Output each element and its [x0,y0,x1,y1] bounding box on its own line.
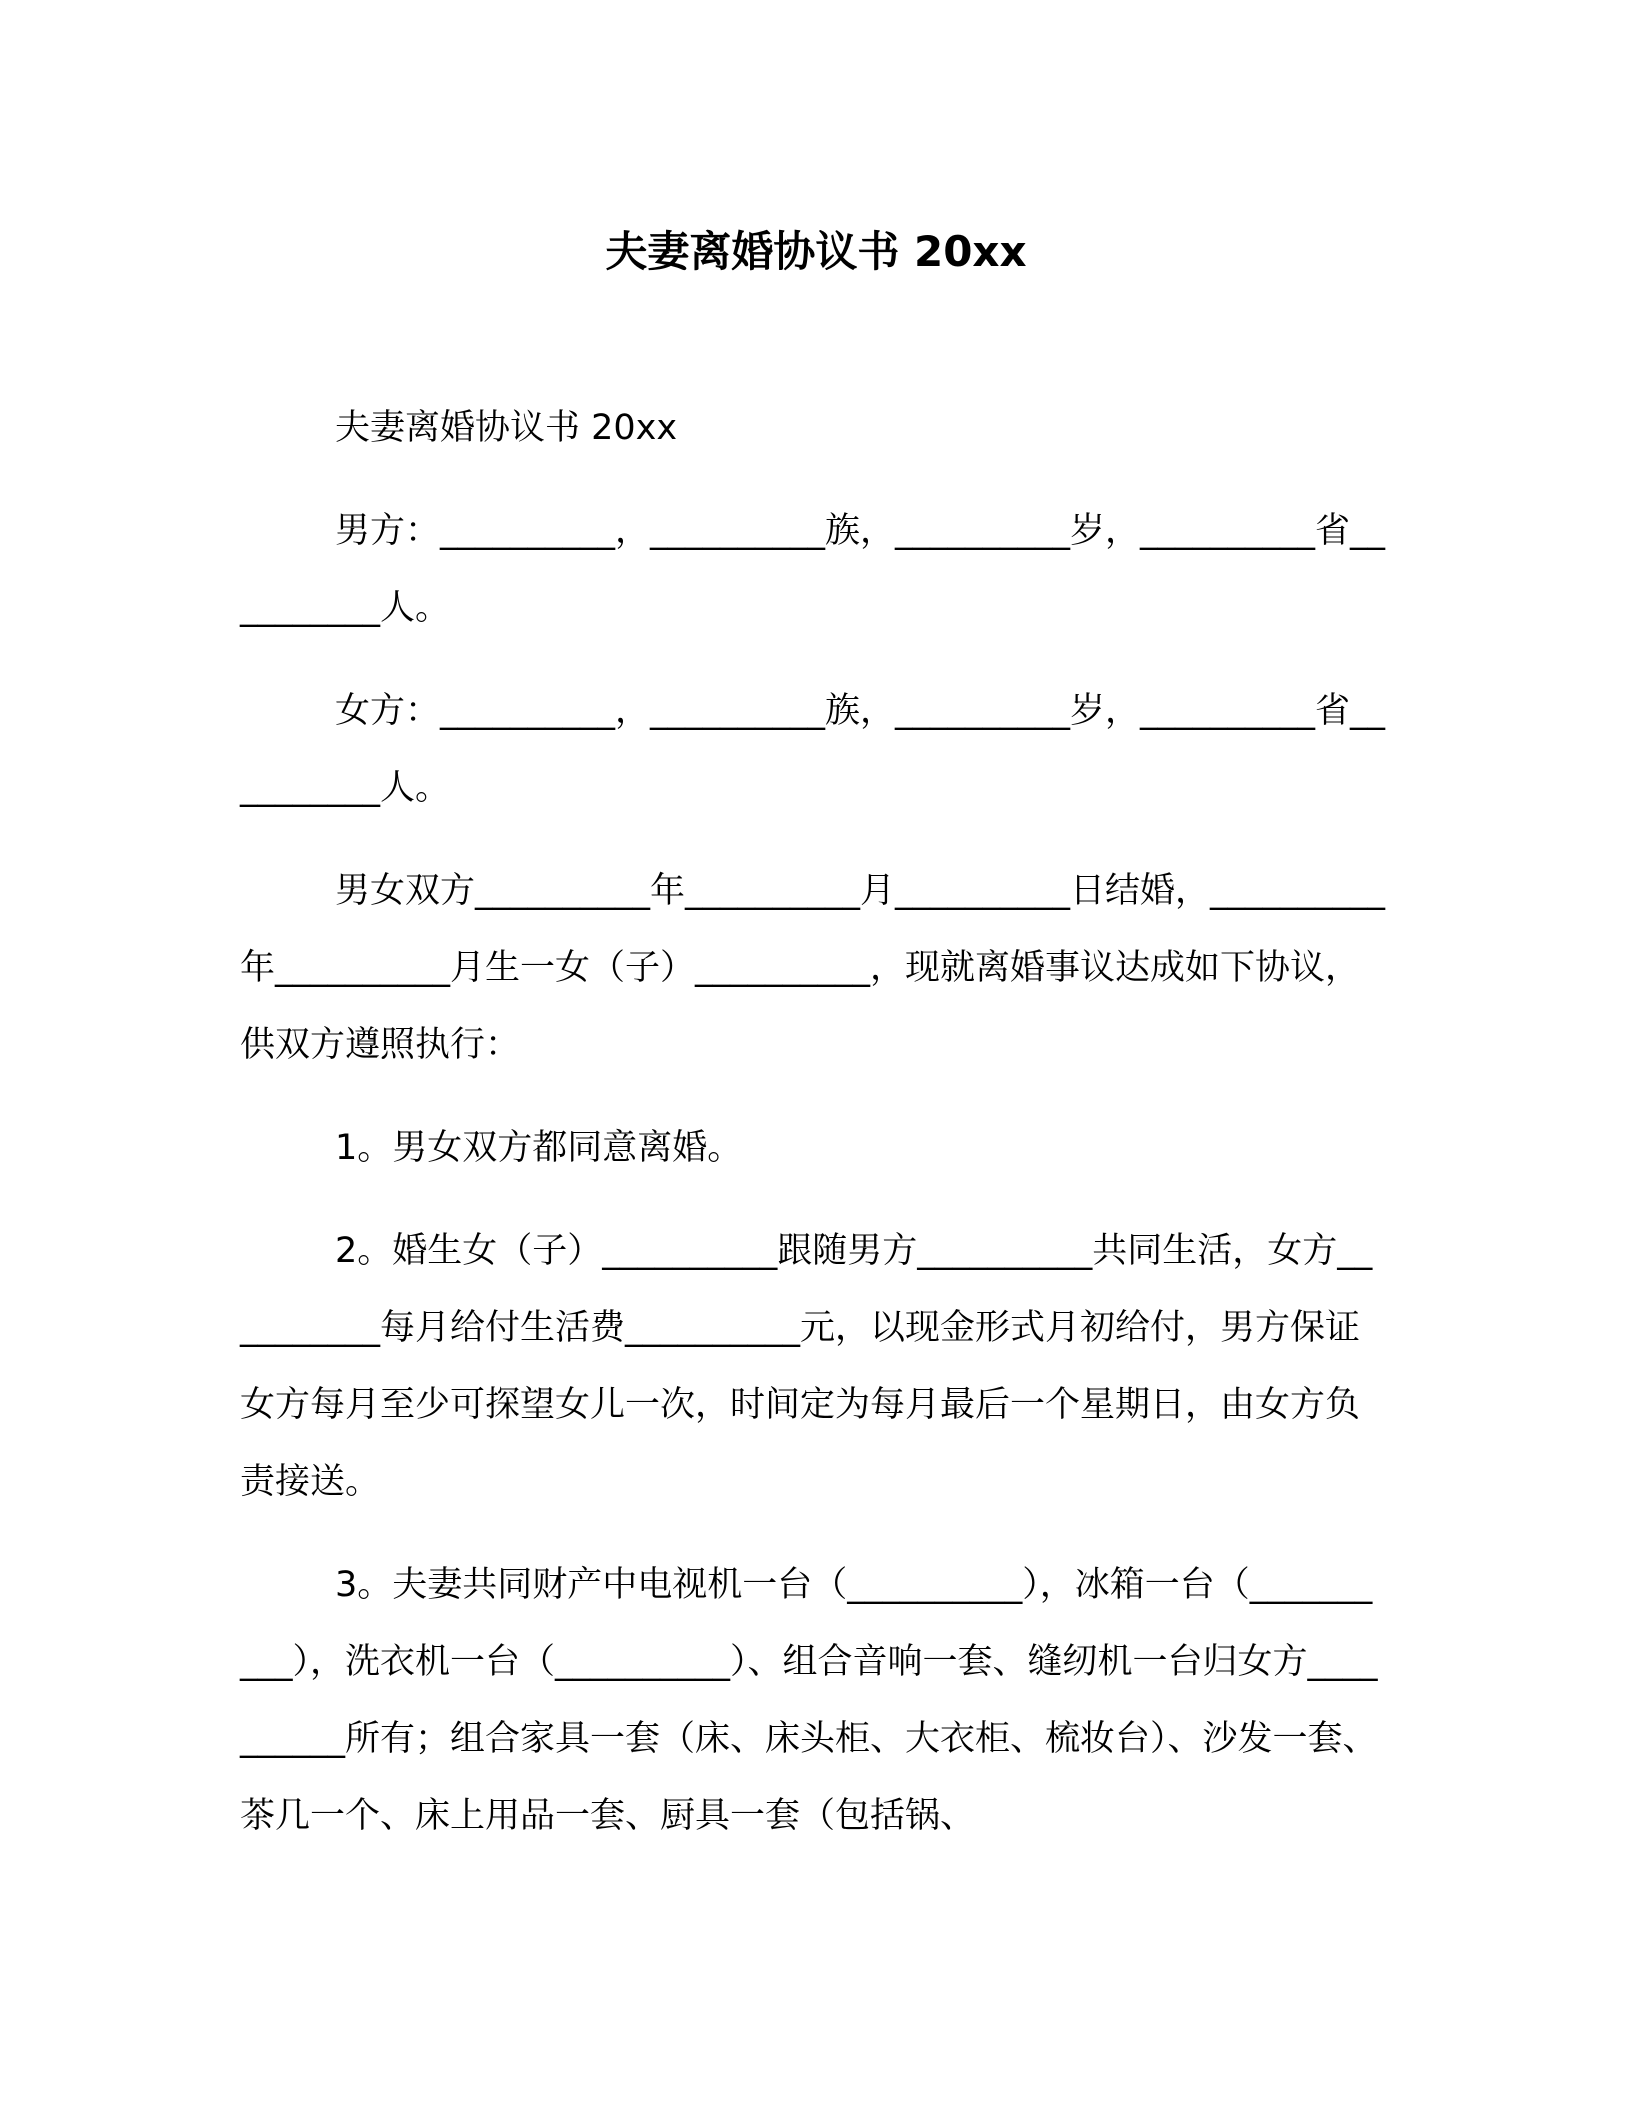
document-body [240,390,1385,1881]
clause-2: 2。婚生女（子）__________跟随男方__________共同生活，女方__________每月给付生活费__________元，以现金形式月初给付，男方保证女方每月至少可探望女儿一次，时间定为每月最后一个星期日，由女方负责接送。 [240,1231,1373,1502]
clause-3: 3。夫妻共同财产中电视机一台（__________），冰箱一台（__________），洗衣机一台（__________）、组合音响一套、缝纫机一台归女方__________所有；组合家具一套（床、床头柜、大衣柜、梳妆台）、沙发一套、茶几一个、床上用品一套、厨具一套（包括锅、 [240,1565,1378,1836]
clause-1: 1。男女双方都同意离婚。 [335,1128,743,1168]
paragraph-marriage-info: 男女双方__________年__________月__________日结婚，__________年__________月生一女（子）__________，现就离婚事议达成如下协议，供双方遵照执行： [240,871,1386,1065]
paragraph-female-party: 女方：__________，__________族，__________岁，__________省__________人。 [240,691,1386,808]
document-subtitle: 夫妻离婚协议书 20xx [335,408,678,448]
document-title: 夫妻离婚协议书 20xx [605,227,1027,276]
paragraph-male-party: 男方：__________，__________族，__________岁，__________省__________人。 [240,511,1386,628]
